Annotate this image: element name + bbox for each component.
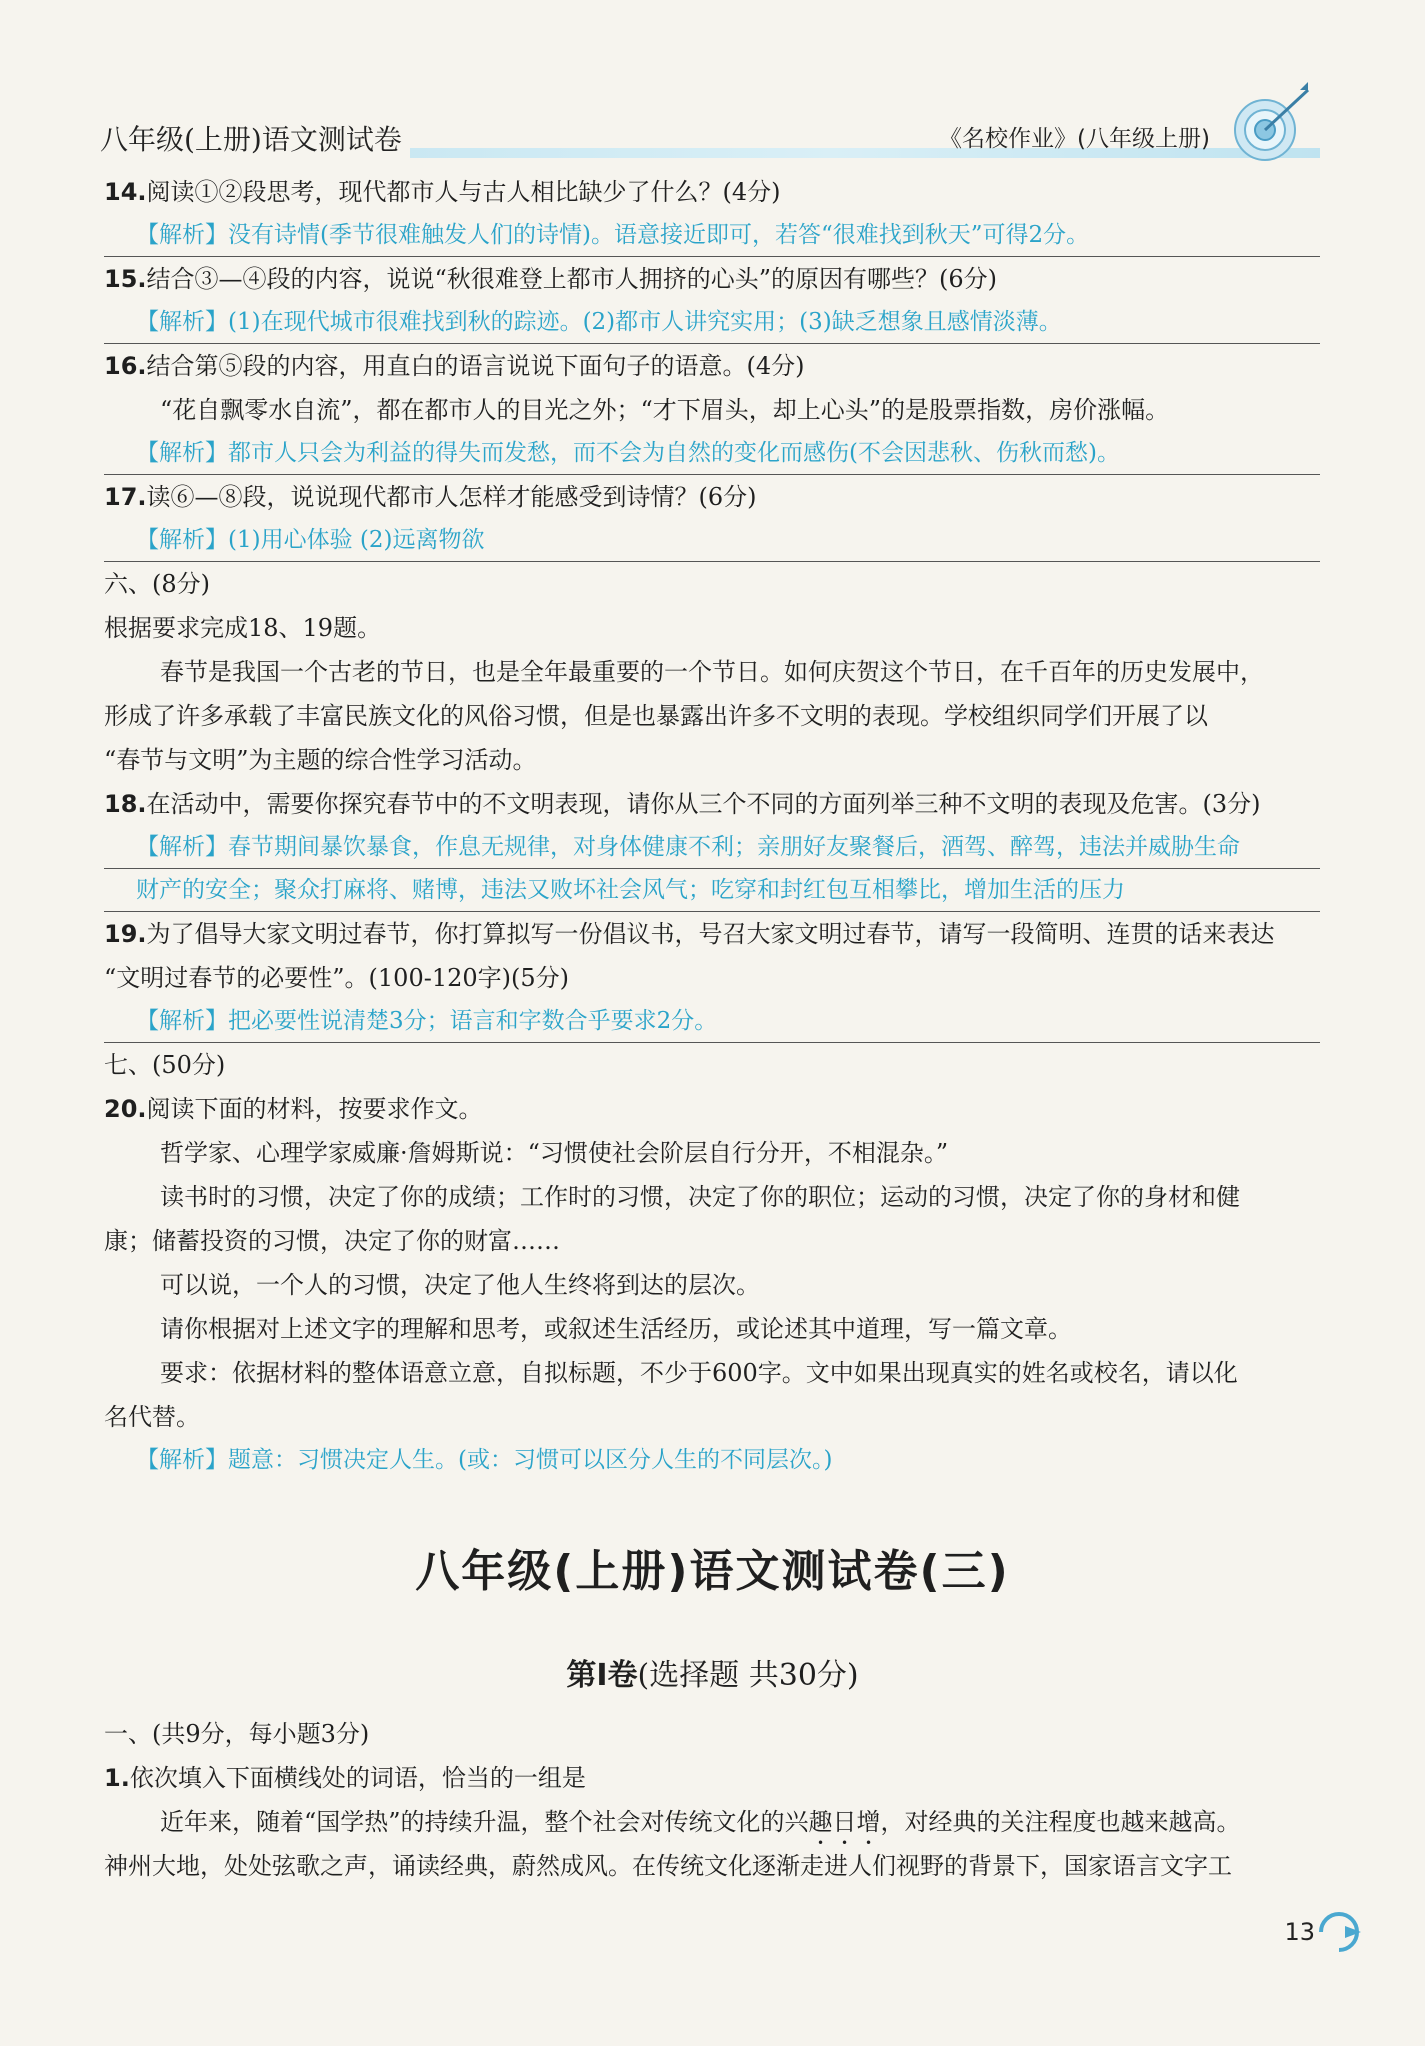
answer-text: 都市人只会为利益的得失而发愁，而不会为自然的变化而感伤(不会因悲秋、伤秋而愁)。 (228, 440, 1120, 466)
question-1 (104, 1756, 1320, 1800)
passage-line: 春节是我国一个古老的节日，也是全年最重要的一个节日。如何庆贺这个节日，在千百年的历史发展中， (160, 658, 1264, 686)
questions-area (104, 170, 1320, 1481)
question-text: 阅读①②段思考，现代都市人与古人相比缺少了什么？(4分) (146, 178, 781, 206)
answer-text: (1)在现代城市很难找到秋的踪迹。(2)都市人讲究实用；(3)缺乏想象且感情淡薄。 (228, 309, 1062, 335)
question-text: 在活动中，需要你探究春节中的不文明表现，请你从三个不同的方面列举三种不文明的表现及危害。(3分) (146, 790, 1261, 818)
material-line: 读书时的习惯，决定了你的成绩；工作时的习惯，决定了你的职位；运动的习惯，决定了你的身材和健 (160, 1183, 1240, 1211)
header-right-title: 《名校作业》(八年级上册) (939, 126, 1210, 152)
page-arrow-icon (1315, 1908, 1367, 1956)
subtitle-part: 第Ⅰ卷 (566, 1658, 638, 1693)
passage-line: 神州大地，处处弦歌之声，诵读经典，蔚然成风。在传统文化逐渐走进人们视野的背景下，国家语言文字工 (104, 1852, 1232, 1880)
section-6-heading: 六、(8分) (104, 570, 210, 598)
page-header (100, 118, 1320, 160)
answer-tag: 【解析】 (136, 834, 228, 860)
section-1-heading: 一、(共9分，每小题3分) (104, 1720, 370, 1748)
subtitle-rest: (选择题 共30分) (637, 1658, 859, 1693)
answer-tag: 【解析】 (136, 309, 228, 335)
target-icon (1210, 78, 1320, 168)
section-7-heading: 七、(50分) (104, 1051, 226, 1079)
material-line: 康；储蓄投资的习惯，决定了你的财富…… (104, 1227, 560, 1255)
question-number: 1. (104, 1764, 130, 1792)
question-text: 结合③—④段的内容，说说“秋很难登上都市人拥挤的心头”的原因有哪些？(6分) (146, 265, 998, 293)
question-15 (104, 257, 1320, 301)
quoted-sentence: “花自飘零水自流”，都在都市人的目光之外；“才下眉头，却上心头”的是股票指数，房价涨幅。 (160, 396, 1170, 424)
emphasized-word: 趣日增 (808, 1808, 881, 1836)
answer-15 (104, 301, 1320, 344)
material-line: 哲学家、心理学家威廉·詹姆斯说：“习惯使社会阶层自行分开，不相混杂。” (160, 1139, 949, 1167)
question-number: 16. (104, 352, 147, 380)
answer-16 (104, 432, 1320, 475)
question-18 (104, 782, 1320, 826)
question-text: 阅读下面的材料，按要求作文。 (146, 1095, 483, 1123)
question-19-cont: “文明过春节的必要性”。(100-120字)(5分) (104, 964, 569, 992)
question-text: 为了倡导大家文明过春节，你打算拟写一份倡议书，号召大家文明过春节，请写一段简明、连贯的话来表达 (146, 920, 1275, 948)
question-19 (104, 912, 1320, 956)
header-left-title: 八年级(上册)语文测试卷 (100, 118, 410, 158)
question-number: 18. (104, 790, 147, 818)
question-16 (104, 344, 1320, 388)
answer-18 (104, 826, 1320, 869)
answer-tag: 【解析】 (136, 1008, 228, 1034)
question-14 (104, 170, 1320, 214)
answer-tag: 【解析】 (136, 1447, 228, 1473)
passage-line (104, 1800, 1320, 1844)
question-text: 依次填入下面横线处的词语，恰当的一组是 (129, 1764, 586, 1792)
answer-14 (104, 214, 1320, 257)
question-17 (104, 475, 1320, 519)
answer-tag: 【解析】 (136, 527, 228, 553)
answer-text: 题意：习惯决定人生。(或：习惯可以区分人生的不同层次。) (228, 1447, 833, 1473)
question-text: 读⑥—⑧段，说说现代都市人怎样才能感受到诗情？(6分) (146, 483, 757, 511)
answer-text: 没有诗情(季节很难触发人们的诗情)。语意接近即可，若答“很难找到秋天”可得2分。 (228, 222, 1090, 248)
answer-text: 把必要性说清楚3分；语言和字数合乎要求2分。 (228, 1008, 718, 1034)
passage-line: 形成了许多承载了丰富民族文化的风俗习惯，但是也暴露出许多不文明的表现。学校组织同学们开展了以 (104, 702, 1208, 730)
passage-line: “春节与文明”为主题的综合性学习活动。 (104, 746, 537, 774)
material-line: 要求：依据材料的整体语意立意，自拟标题，不少于600字。文中如果出现真实的姓名或校名，请以化 (160, 1359, 1238, 1387)
material-line: 可以说，一个人的习惯，决定了他人生终将到达的层次。 (160, 1271, 760, 1299)
page-number: 13 (1284, 1918, 1315, 1946)
exam-subtitle (0, 1650, 1425, 1694)
question-text: 结合第⑤段的内容，用直白的语言说说下面句子的语意。(4分) (146, 352, 805, 380)
passage-text: 近年来，随着“国学热”的持续升温，整个社会对传统文化的兴 (160, 1808, 809, 1836)
question-number: 20. (104, 1095, 147, 1123)
material-line: 请你根据对上述文字的理解和思考，或叙述生活经历，或论述其中道理，写一篇文章。 (160, 1315, 1072, 1343)
section-6-intro: 根据要求完成18、19题。 (104, 614, 382, 642)
exam-title: 八年级(上册)语文测试卷(三) (415, 1546, 1010, 1597)
answer-17 (104, 519, 1320, 562)
material-line: 名代替。 (104, 1403, 200, 1431)
question-number: 19. (104, 920, 147, 948)
answer-20 (104, 1439, 1320, 1481)
answer-tag: 【解析】 (136, 222, 228, 248)
answer-text: (1)用心体验 (2)远离物欲 (228, 527, 485, 553)
answer-19 (104, 1000, 1320, 1043)
answer-tag: 【解析】 (136, 440, 228, 466)
question-20 (104, 1087, 1320, 1131)
question-number: 14. (104, 178, 147, 206)
question-number: 15. (104, 265, 147, 293)
exam-3-content (104, 1712, 1320, 1888)
answer-text: 春节期间暴饮暴食，作息无规律，对身体健康不利；亲朋好友聚餐后，酒驾、醉驾，违法并威胁生命 (228, 834, 1240, 860)
question-number: 17. (104, 483, 147, 511)
answer-18-cont: 财产的安全；聚众打麻将、赌博，违法又败坏社会风气；吃穿和封红包互相攀比，增加生活的压力 (104, 869, 1320, 912)
passage-text: ，对经典的关注程度也越来越高。 (880, 1808, 1241, 1836)
